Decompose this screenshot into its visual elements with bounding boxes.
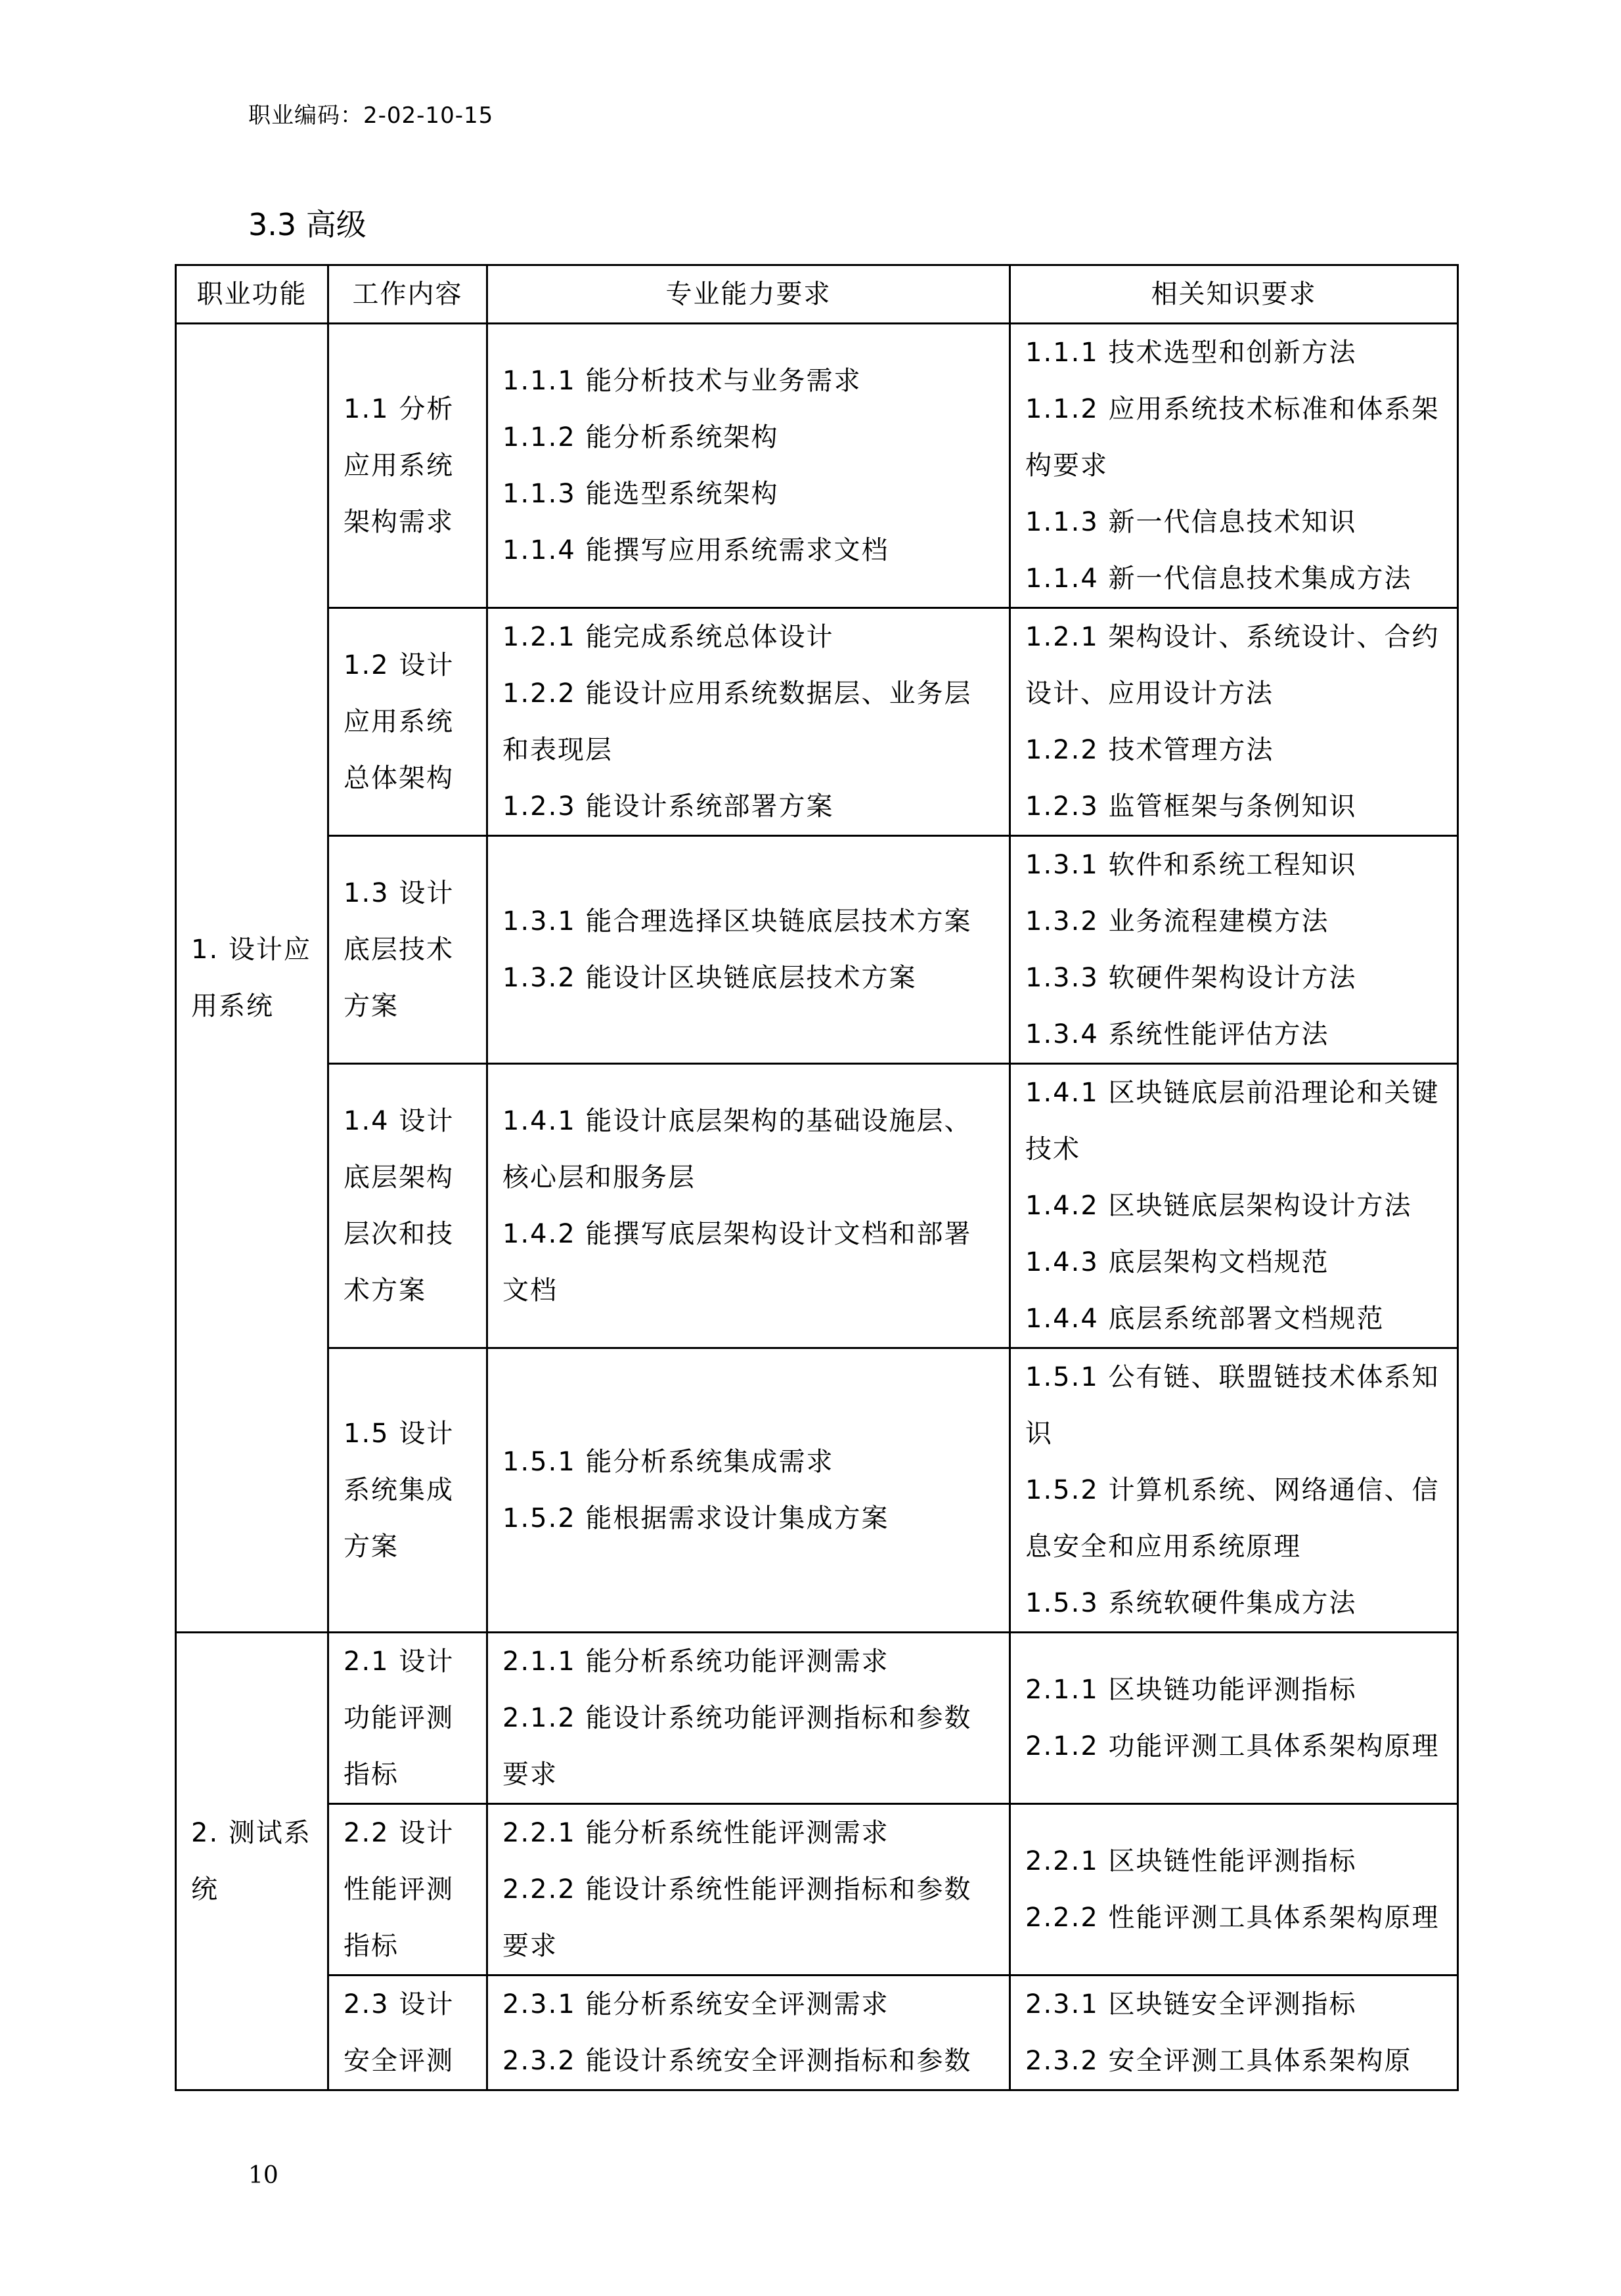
- knowledge-cell: [1010, 1348, 1458, 1633]
- content-cell: [328, 1804, 487, 1976]
- knowledge-line: 2.1.1 区块链功能评测指标: [1025, 1675, 1357, 1705]
- abilities-line: 1.2.2 能设计应用系统数据层、业务层和表现层: [502, 678, 972, 765]
- content-line: 架构需求: [344, 507, 454, 537]
- content-line: 指标: [344, 1931, 399, 1961]
- knowledge-line: 1.3.2 业务流程建模方法: [1025, 906, 1329, 937]
- abilities-cell: [487, 1348, 1010, 1633]
- knowledge-line: 1.5.1 公有链、联盟链技术体系知识: [1025, 1362, 1440, 1449]
- abilities-cell: [487, 608, 1010, 836]
- abilities-cell: [487, 836, 1010, 1064]
- abilities-line: 2.2.1 能分析系统性能评测需求: [502, 1818, 889, 1848]
- table-header-row: [176, 265, 1458, 324]
- occupation-code: 职业编码：2-02-10-15: [248, 102, 494, 129]
- knowledge-line: 1.1.1 技术选型和创新方法: [1025, 338, 1357, 368]
- abilities-line: 1.3.2 能设计区块链底层技术方案: [502, 963, 917, 993]
- knowledge-line: 2.2.2 性能评测工具体系架构原理: [1025, 1903, 1440, 1933]
- knowledge-line: 1.2.3 监管框架与条例知识: [1025, 791, 1357, 822]
- function-label: 2. 测试系统: [191, 1818, 311, 1905]
- abilities-line: 2.2.2 能设计系统性能评测指标和参数要求: [502, 1874, 972, 1961]
- content-line: 1.4 设计: [344, 1106, 455, 1136]
- knowledge-cell: [1010, 1064, 1458, 1348]
- content-cell: [328, 836, 487, 1064]
- knowledge-line: 1.3.1 软件和系统工程知识: [1025, 850, 1357, 880]
- knowledge-line: 1.2.2 技术管理方法: [1025, 735, 1274, 765]
- content-line: 术方案: [344, 1275, 426, 1306]
- knowledge-cell: [1010, 608, 1458, 836]
- abilities-line: 2.1.2 能设计系统功能评测指标和参数要求: [502, 1703, 972, 1790]
- abilities-line: 1.2.1 能完成系统总体设计: [502, 622, 834, 652]
- table-row: [176, 1633, 1458, 1804]
- content-cell: [328, 608, 487, 836]
- knowledge-line: 1.5.2 计算机系统、网络通信、信息安全和应用系统原理: [1025, 1475, 1440, 1562]
- abilities-line: 1.3.1 能合理选择区块链底层技术方案: [502, 906, 972, 937]
- content-cell: [328, 1348, 487, 1633]
- abilities-line: 1.1.2 能分析系统架构: [502, 422, 779, 453]
- content-line: 底层架构: [344, 1162, 454, 1193]
- abilities-line: 1.1.3 能选型系统架构: [502, 479, 779, 509]
- content-line: 方案: [344, 1532, 399, 1562]
- table-row: [176, 836, 1458, 1064]
- abilities-line: 1.2.3 能设计系统部署方案: [502, 791, 834, 822]
- abilities-line: 1.1.1 能分析技术与业务需求: [502, 366, 862, 396]
- header-content: 工作内容: [328, 265, 487, 324]
- knowledge-cell: [1010, 836, 1458, 1064]
- knowledge-line: 1.4.4 底层系统部署文档规范: [1025, 1304, 1385, 1334]
- page-number: 10: [248, 2162, 278, 2189]
- table-body: [176, 324, 1458, 2090]
- function-label: 1. 设计应用系统: [191, 935, 311, 1021]
- knowledge-cell: [1010, 324, 1458, 608]
- knowledge-line: 2.1.2 功能评测工具体系架构原理: [1025, 1731, 1440, 1761]
- knowledge-line: 1.2.1 架构设计、系统设计、合约设计、应用设计方法: [1025, 622, 1440, 709]
- content-cell: [328, 1633, 487, 1804]
- abilities-line: 2.3.1 能分析系统安全评测需求: [502, 1989, 889, 2020]
- content-line: 方案: [344, 991, 399, 1021]
- content-cell: [328, 1976, 487, 2090]
- knowledge-line: 1.1.2 应用系统技术标准和体系架构要求: [1025, 394, 1440, 481]
- abilities-line: 1.5.1 能分析系统集成需求: [502, 1447, 834, 1477]
- content-line: 底层技术: [344, 935, 454, 965]
- header-knowledge: 相关知识要求: [1010, 265, 1458, 324]
- abilities-cell: [487, 324, 1010, 608]
- abilities-line: 1.4.2 能撰写底层架构设计文档和部署文档: [502, 1219, 972, 1306]
- content-line: 2.1 设计: [344, 1646, 455, 1677]
- content-line: 应用系统: [344, 707, 454, 737]
- table-row: [176, 1976, 1458, 2090]
- abilities-line: 1.4.1 能设计底层架构的基础设施层、核心层和服务层: [502, 1106, 972, 1193]
- content-line: 2.3 设计: [344, 1989, 455, 2020]
- function-cell: [176, 1633, 328, 2090]
- table-row: [176, 608, 1458, 836]
- abilities-line: 2.1.1 能分析系统功能评测需求: [502, 1646, 889, 1677]
- abilities-cell: [487, 1064, 1010, 1348]
- knowledge-line: 1.4.1 区块链底层前沿理论和关键技术: [1025, 1078, 1440, 1164]
- knowledge-line: 2.3.1 区块链安全评测指标: [1025, 1989, 1357, 2020]
- content-line: 系统集成: [344, 1475, 454, 1505]
- abilities-cell: [487, 1976, 1010, 2090]
- knowledge-line: 2.2.1 区块链性能评测指标: [1025, 1846, 1357, 1876]
- abilities-line: 1.5.2 能根据需求设计集成方案: [502, 1503, 889, 1534]
- requirements-table: [175, 264, 1459, 2091]
- function-cell: [176, 324, 328, 1633]
- knowledge-line: 1.3.3 软硬件架构设计方法: [1025, 963, 1357, 993]
- header-function: 职业功能: [176, 265, 328, 324]
- content-line: 安全评测: [344, 2046, 454, 2076]
- header-abilities: 专业能力要求: [487, 265, 1010, 324]
- content-line: 1.2 设计: [344, 650, 455, 680]
- knowledge-cell: [1010, 1804, 1458, 1976]
- content-line: 应用系统: [344, 451, 454, 481]
- abilities-cell: [487, 1633, 1010, 1804]
- knowledge-line: 1.5.3 系统软硬件集成方法: [1025, 1588, 1357, 1618]
- table-row: [176, 1064, 1458, 1348]
- knowledge-line: 1.4.3 底层架构文档规范: [1025, 1247, 1329, 1277]
- table-row: [176, 1804, 1458, 1976]
- knowledge-line: 2.3.2 安全评测工具体系架构原: [1025, 2046, 1412, 2076]
- abilities-line: 2.3.2 能设计系统安全评测指标和参数: [502, 2046, 972, 2076]
- content-cell: [328, 1064, 487, 1348]
- content-line: 层次和技: [344, 1219, 454, 1249]
- content-line: 2.2 设计: [344, 1818, 455, 1848]
- knowledge-cell: [1010, 1976, 1458, 2090]
- content-line: 总体架构: [344, 763, 454, 793]
- knowledge-line: 1.1.3 新一代信息技术知识: [1025, 507, 1357, 537]
- abilities-line: 1.1.4 能撰写应用系统需求文档: [502, 535, 889, 565]
- knowledge-line: 1.3.4 系统性能评估方法: [1025, 1019, 1329, 1049]
- content-line: 1.5 设计: [344, 1419, 455, 1449]
- content-line: 指标: [344, 1759, 399, 1790]
- table-row: [176, 324, 1458, 608]
- content-line: 1.1 分析: [344, 394, 455, 424]
- content-line: 1.3 设计: [344, 878, 455, 908]
- content-line: 性能评测: [344, 1874, 454, 1905]
- table-row: [176, 1348, 1458, 1633]
- knowledge-cell: [1010, 1633, 1458, 1804]
- abilities-cell: [487, 1804, 1010, 1976]
- knowledge-line: 1.4.2 区块链底层架构设计方法: [1025, 1191, 1412, 1221]
- knowledge-line: 1.1.4 新一代信息技术集成方法: [1025, 563, 1412, 594]
- content-cell: [328, 324, 487, 608]
- content-line: 功能评测: [344, 1703, 454, 1733]
- section-title: 3.3 高级: [248, 207, 366, 242]
